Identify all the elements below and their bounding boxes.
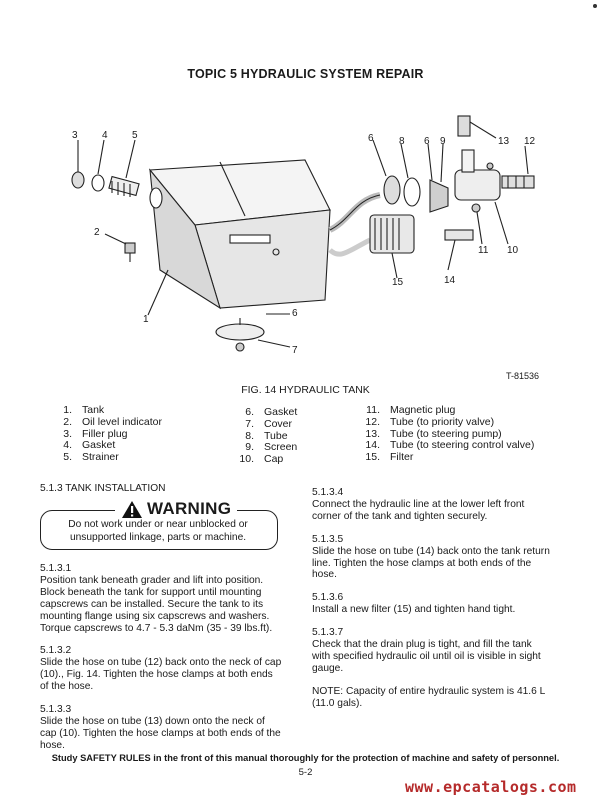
part-name: Tube (to steering pump) [390,427,502,440]
part-item [52,452,162,464]
step-id: 5.1.3.7 [312,627,344,639]
callout-3: 3 [72,130,78,141]
callout-15: 15 [392,277,404,288]
part-item [234,419,297,431]
step-text: Check that the drain plug is tight, and fill the tank with specified hydraulic oil until oil is visible in sight gauge. [312,639,541,674]
callout-13: 13 [498,136,510,147]
part-name: Strainer [82,451,119,464]
parts-list-col-1 [52,405,162,464]
part-number: 2. [63,415,72,428]
callout-14: 14 [444,275,456,286]
parts-list-col-3 [360,405,534,464]
part-name: Filler plug [82,427,128,440]
part-number: 13. [365,427,380,440]
callout-8: 8 [399,136,405,147]
section-heading: 5.1.3 TANK INSTALLATION [40,483,166,494]
step-id: 5.1.3.1 [40,563,72,574]
callout-1: 1 [143,314,149,325]
part-number: 15. [365,451,380,464]
part-number: 7. [245,417,254,430]
part-item [52,417,162,429]
step-text: Slide the hose on tube (13) down onto the neck of cap (10). Tighten the hose clamps at both ends of the hose. [40,715,281,751]
part-name: Tube [264,429,288,442]
right-steps [312,487,552,710]
part-number: 12. [365,415,380,428]
parts-list-col-2 [234,407,297,466]
part-number: 4. [63,439,72,452]
part-name: Magnetic plug [390,404,456,416]
callout-5: 5 [132,130,138,141]
part-name: Gasket [82,439,116,452]
footer-safety-note: Study SAFETY RULES in the front of this manual thoroughly for the protection of machine and safety of personnel. [51,753,560,763]
step-text: Install a new filter (15) and tighten hand tight. [312,604,516,616]
part-number: 11. [366,404,380,416]
part-name: Tank [82,404,105,416]
step-id: 5.1.3.3 [40,704,72,716]
part-item [360,452,534,464]
part-name: Cap [264,453,284,466]
part-number: 10. [239,453,254,466]
step-id: 5.1.3.5 [312,533,344,545]
callout-2: 2 [94,227,100,238]
step-id: 5.1.3.4 [312,487,344,498]
part-number: 9. [245,441,254,454]
step-text: Slide the hose on tube (12) back onto the neck of cap (10)., Fig. 14. Tighten the hose clamps at both ends of the hose. [40,657,282,693]
figure-code: T-81536 [506,371,540,381]
watermark: www.epcatalogs.com [405,778,577,796]
warning-triangle-icon [121,500,143,519]
step-text: Connect the hydraulic line at the lower left front corner of the tank and tighten securely. [312,498,525,522]
figure-caption: FIG. 14 HYDRAULIC TANK [241,384,370,396]
callout-6-right: 6 [424,136,430,147]
callout-6-left: 6 [368,133,374,144]
part-name: Gasket [264,406,298,418]
part-name: Tube (to steering control valve) [390,439,535,452]
note: NOTE: Capacity of entire hydraulic system is 41.6 L (11.0 gals). [312,685,545,709]
part-number: 8. [245,429,254,442]
callout-12: 12 [524,136,536,147]
warning-text: Do not work under or near unblocked or unsupported linkage, parts or machine. [68,519,248,543]
part-number: 14. [365,439,380,452]
step-id: 5.1.3.6 [312,592,344,604]
step-id: 5.1.3.2 [40,645,72,657]
part-number: 6. [245,406,254,418]
callout-6-lower: 6 [292,308,298,319]
warning-header [115,497,237,521]
part-item [360,417,534,429]
left-steps [40,563,282,752]
callout-10: 10 [507,245,519,256]
hydraulic-tank-diagram [50,110,570,380]
step-text: Position tank beneath grader and lift into position. Block beneath the tank for support until mounting capscrews can be installed. Secure the tank to its mounting flange using six capscrews and washers. Torque capscrews to 4.7 - 5.3 daNm (35 - 39 lbs.ft). [40,574,273,634]
part-name: Screen [264,441,298,454]
page-title: TOPIC 5 HYDRAULIC SYSTEM REPAIR [187,67,424,81]
callout-7: 7 [292,345,298,356]
step-text: Slide the hose on tube (14) back onto the tank return line. Tighten the hose clamps at both ends of the hose. [312,545,550,581]
part-name: Filter [390,451,414,464]
callout-9: 9 [440,136,446,147]
part-number: 1. [63,404,72,416]
callout-4: 4 [102,130,108,141]
part-number: 3. [63,427,72,440]
part-name: Cover [264,417,293,430]
callout-11: 11 [478,245,489,256]
page-mark [593,4,597,8]
part-item [234,454,297,466]
part-number: 5. [63,451,72,464]
part-name: Tube (to priority valve) [390,415,495,428]
warning-title: WARNING [147,499,232,518]
page-number: 5-2 [298,767,313,778]
part-name: Oil level indicator [82,415,162,428]
part-item [360,440,534,452]
